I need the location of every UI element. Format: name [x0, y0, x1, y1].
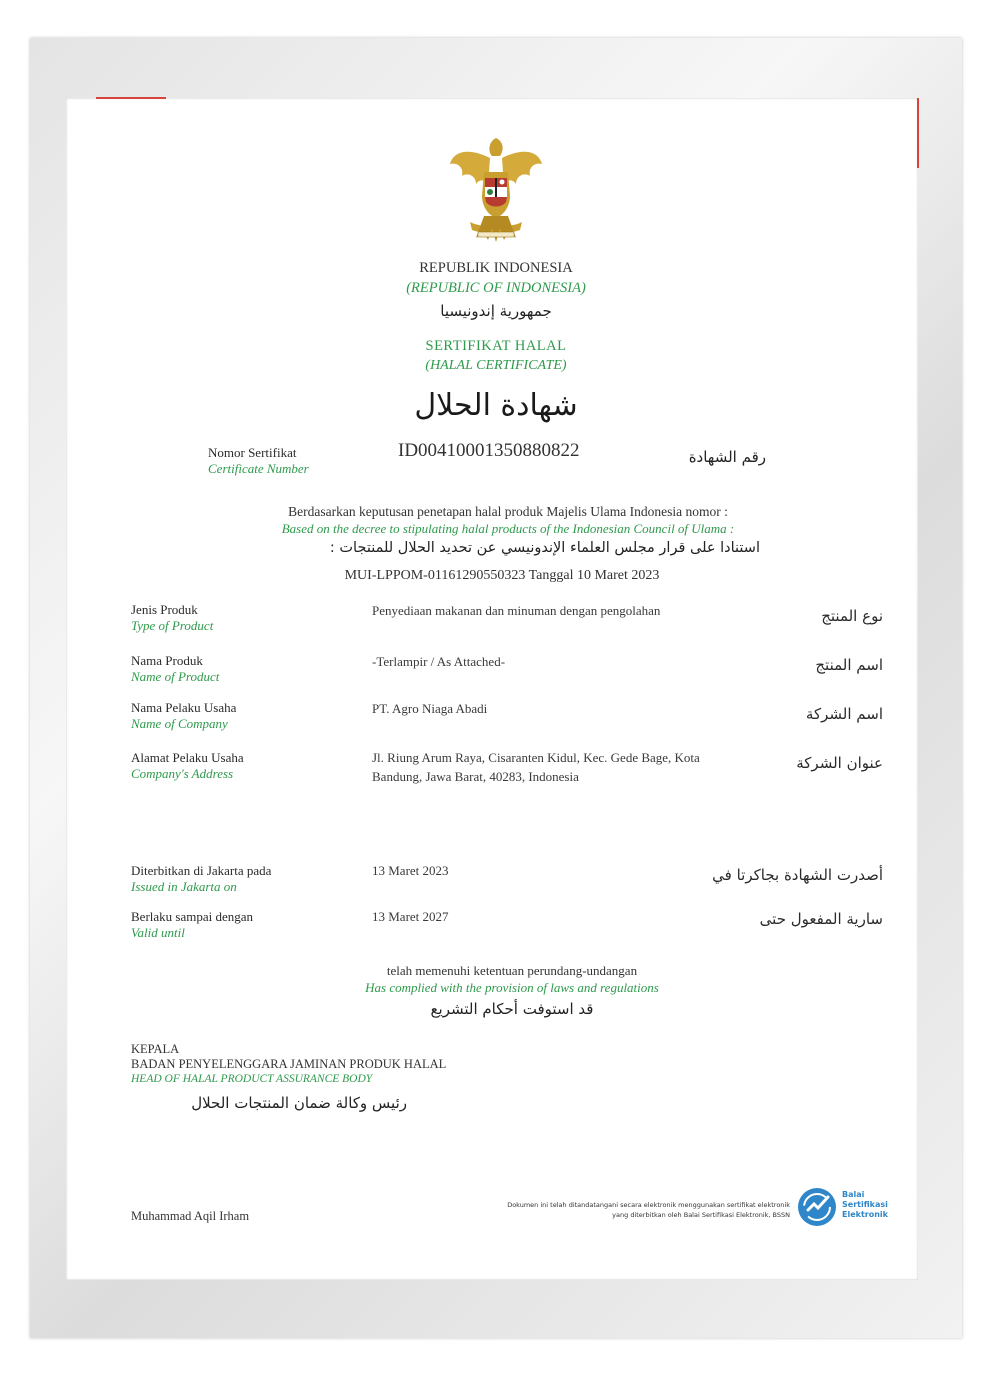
certificate-title-id: SERTIFIKAT HALAL: [425, 338, 567, 354]
company-name-label: [131, 700, 351, 732]
decree-line-ar: استنادا على قرار مجلس العلماء الإندونيسي عن تحديد الحلال للمنتجات :: [329, 540, 760, 556]
issued-date-label-id: Diterbitkan di Jakarta pada: [131, 863, 272, 878]
country-name-id: REPUBLIK INDONESIA: [419, 260, 573, 276]
company-address-label-id: Alamat Pelaku Usaha: [131, 750, 244, 765]
compliance-line-ar: قد استوفت أحكام التشريع: [430, 1000, 594, 1018]
name-of-product-value: -Terlampir / As Attached-: [372, 654, 506, 669]
name-of-product-label-en: Name of Product: [131, 669, 220, 684]
valid-until-label-id: Berlaku sampai dengan: [131, 909, 254, 924]
certificate-number-label: [208, 445, 378, 477]
certificate-title-ar: شهادة الحلال: [414, 388, 578, 423]
garuda-emblem: [440, 132, 552, 246]
company-address-label-ar: عنوان الشركة: [796, 754, 883, 772]
signatory-title-1: KEPALA: [131, 1042, 180, 1056]
certificate-number-label-ar: رقم الشهادة: [688, 448, 766, 466]
certificate-number-label-id: Nomor Sertifikat: [208, 445, 297, 460]
issued-date-label: [131, 863, 351, 895]
decree-reference: MUI-LPPOM-01161290550323 Tanggal 10 Maret 2023: [344, 568, 660, 583]
signatory-title-en: HEAD OF HALAL PRODUCT ASSURANCE BODY: [131, 1073, 373, 1085]
red-mark-right: [917, 98, 919, 168]
issued-date-value: 13 Maret 2023: [372, 863, 449, 878]
valid-until-label-en: Valid until: [131, 925, 185, 940]
issued-date-label-ar: أصدرت الشهادة بجاكرتا في: [712, 866, 883, 884]
type-of-product-label-en: Type of Product: [131, 618, 214, 633]
company-address-label: [131, 750, 351, 782]
type-of-product-label: [131, 602, 351, 634]
bsre-logo-icon: [796, 1186, 838, 1228]
certificate-number: ID00410001350880822: [398, 440, 580, 461]
type-of-product-label-id: Jenis Produk: [131, 602, 198, 617]
certificate-title-en: (HALAL CERTIFICATE): [425, 358, 567, 373]
signatory-title-2: BADAN PENYELENGGARA JAMINAN PRODUK HALAL: [131, 1057, 447, 1071]
company-address-label-en: Company's Address: [131, 766, 234, 781]
name-of-product-label: [131, 653, 351, 685]
certificate-number-label-en: Certificate Number: [208, 461, 309, 476]
signatory-title-ar: رئيس وكالة ضمان المنتجات الحلال: [191, 1094, 407, 1112]
company-name-value: PT. Agro Niaga Abadi: [372, 701, 488, 716]
compliance-line-id: telah memenuhi ketentuan perundang-undangan: [386, 963, 638, 978]
type-of-product-label-ar: نوع المنتج: [821, 607, 883, 625]
valid-until-label: [131, 909, 351, 941]
electronic-signature-note: Dokumen ini telah ditandatangani secara elektronik menggunakan sertifikat elektronik yang diterbitkan oleh Balai Sertifikasi Elektronik, BSSN: [507, 1201, 790, 1219]
signatory-name: Muhammad Aqil Irham: [131, 1209, 250, 1223]
company-name-label-id: Nama Pelaku Usaha: [131, 700, 237, 715]
country-name-en: (REPUBLIC OF INDONESIA): [406, 280, 586, 296]
compliance-line-en: Has complied with the provision of laws and regulations: [365, 980, 659, 995]
country-name-ar: جمهورية إندونيسيا: [440, 302, 552, 320]
company-address-value: Jl. Riung Arum Raya, Cisaranten Kidul, Kec. Gede Bage, Kota Bandung, Jawa Barat, 40283, Indonesia: [372, 750, 700, 784]
bsre-logo-text: Balai Sertifikasi Elektronik: [842, 1190, 888, 1219]
name-of-product-label-id: Nama Produk: [131, 653, 203, 668]
valid-until-value: 13 Maret 2027: [372, 909, 449, 924]
issued-date-label-en: Issued in Jakarta on: [131, 879, 237, 894]
valid-until-label-ar: سارية المفعول حتى: [759, 910, 883, 928]
red-mark-left: [96, 97, 166, 99]
decree-line-en: Based on the decree to stipulating halal products of the Indonesian Council of Ulama :: [281, 521, 735, 536]
type-of-product-value: Penyediaan makanan dan minuman dengan pengolahan: [372, 603, 661, 618]
decree-line-id: Berdasarkan keputusan penetapan halal produk Majelis Ulama Indonesia nomor :: [288, 504, 728, 519]
company-name-label-en: Name of Company: [131, 716, 228, 731]
company-name-label-ar: اسم الشركة: [805, 705, 883, 723]
name-of-product-label-ar: اسم المنتج: [815, 656, 883, 674]
